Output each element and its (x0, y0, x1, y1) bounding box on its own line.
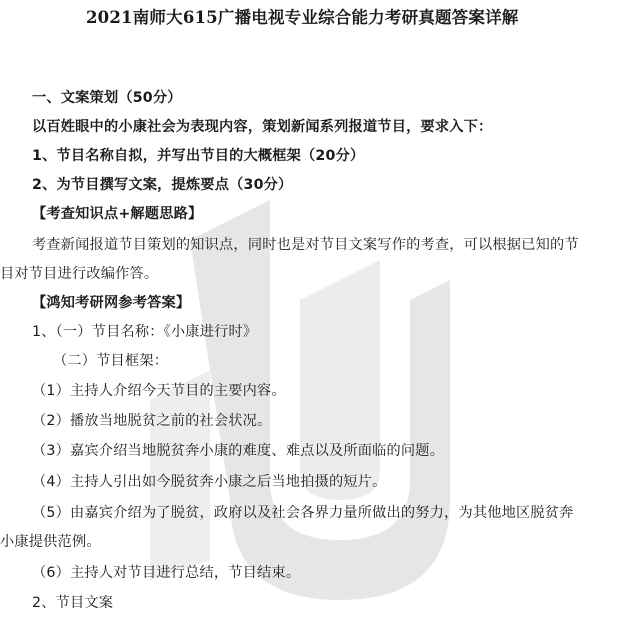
document-title: 2021南师大615广播电视专业综合能力考研真题答案详解 (86, 8, 519, 27)
requirement-1: 1、节目名称自拟，并写出节目的大概框架（20分） (32, 148, 365, 164)
framework-item-2: （2）播放当地脱贫之前的社会状况。 (32, 413, 272, 429)
copy-heading: 2、节目文案 (32, 595, 114, 611)
question-intro: 以百姓眼中的小康社会为表现内容，策划新闻系列报道节目，要求入下： (32, 119, 493, 135)
analysis-text-line-1: 考查新闻报道节目策划的知识点，同时也是对节目文案写作的考查，可以根据已知的节 (32, 237, 579, 253)
section-heading: 一、文案策划（50分） (32, 90, 182, 106)
analysis-heading: 【考查知识点+解题思路】 (32, 206, 203, 222)
answer-program-name: 1、（一）节目名称：《小康进行时》 (32, 324, 258, 340)
framework-item-5: （5）由嘉宾介绍为了脱贫，政府以及社会各界力量所做出的努力，为其他地区脱贫奔 (32, 505, 574, 521)
framework-item-4: （4）主持人引出如今脱贫奔小康之后当地拍摄的短片。 (32, 474, 387, 490)
framework-item-5-continued: 小康提供范例。 (0, 534, 101, 550)
requirement-2: 2、为节目撰写文案，提炼要点（30分） (32, 177, 293, 193)
analysis-text-line-2: 目对节目进行改编作答。 (0, 266, 159, 282)
framework-item-6: （6）主持人对节目进行总结，节目结束。 (32, 565, 301, 581)
framework-item-1: （1）主持人介绍今天节目的主要内容。 (32, 383, 286, 399)
answer-framework-heading: （二）节目框架： (53, 353, 169, 369)
answer-heading: 【鸿知考研网参考答案】 (32, 295, 191, 311)
framework-item-3: （3）嘉宾介绍当地脱贫奔小康的难度、难点以及所面临的问题。 (32, 443, 445, 459)
